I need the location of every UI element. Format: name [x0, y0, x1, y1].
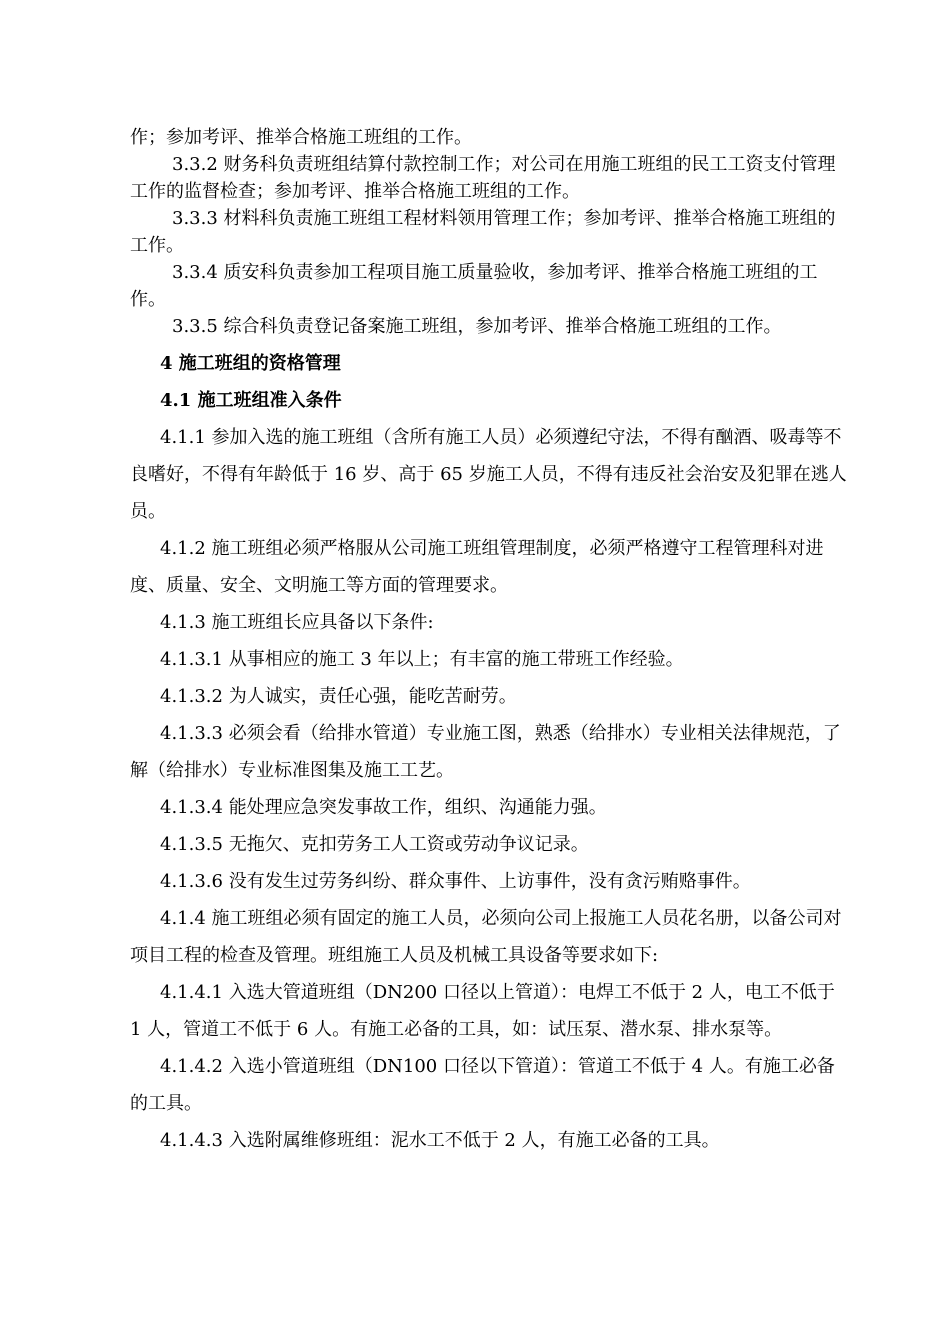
paragraph-continued: 作；参加考评、推举合格施工班组的工作。 [130, 127, 472, 148]
paragraph-4-1-1: 4.1.1 参加入选的施工班组（含所有施工人员）必须遵纪守法，不得有酗酒、吸毒等不良嗜好，不得有年龄低于 16 岁、高于 65 岁施工人员，不得有违反社会治安及犯罪在逃人员。 [130, 427, 847, 522]
paragraph-4-1-3-5: 4.1.3.5 无拖欠、克扣劳务工人工资或劳动争议记录。 [160, 834, 589, 855]
paragraph-4-1-3-6: 4.1.3.6 没有发生过劳务纠纷、群众事件、上访事件，没有贪污贿赂事件。 [160, 871, 751, 892]
paragraph-4-1-3-4: 4.1.3.4 能处理应急突发事故工作，组织、沟通能力强。 [160, 797, 607, 818]
paragraph-4-1-3-3: 4.1.3.3 必须会看（给排水管道）专业施工图，熟悉（给排水）专业相关法律规范，了解（给排水）专业标准图集及施工工艺。 [130, 723, 841, 781]
heading-section-4-1: 4.1 施工班组准入条件 [160, 390, 342, 411]
section-4 [130, 345, 850, 1159]
paragraph-4-1-2: 4.1.2 施工班组必须严格服从公司施工班组管理制度，必须严格遵守工程管理科对进度、质量、安全、文明施工等方面的管理要求。 [130, 538, 824, 596]
paragraph-3-3-2: 3.3.2 财务科负责班组结算付款控制工作；对公司在用施工班组的民工工资支付管理工作的监督检查；参加考评、推举合格施工班组的工作。 [130, 154, 836, 202]
paragraph-4-1-4: 4.1.4 施工班组必须有固定的施工人员，必须向公司上报施工人员花名册，以备公司对项目工程的检查及管理。班组施工人员及机械工具设备等要求如下: [130, 908, 842, 966]
paragraph-3-3-4: 3.3.4 质安科负责参加工程项目施工质量验收，参加考评、推举合格施工班组的工作。 [130, 262, 818, 310]
heading-section-4: 4 施工班组的资格管理 [160, 353, 341, 374]
paragraph-4-1-3: 4.1.3 施工班组长应具备以下条件: [160, 612, 434, 633]
paragraph-4-1-4-2: 4.1.4.2 入选小管道班组（DN100 口径以下管道）：管道工不低于 4 人。有施工必备的工具。 [130, 1056, 835, 1114]
paragraph-3-3-3: 3.3.3 材料科负责施工班组工程材料领用管理工作；参加考评、推举合格施工班组的工作。 [130, 208, 836, 256]
section-3-3-continuation [130, 124, 850, 340]
paragraph-3-3-5: 3.3.5 综合科负责登记备案施工班组，参加考评、推举合格施工班组的工作。 [172, 316, 782, 337]
paragraph-4-1-3-1: 4.1.3.1 从事相应的施工 3 年以上；有丰富的施工带班工作经验。 [160, 649, 684, 670]
paragraph-4-1-4-1: 4.1.4.1 入选大管道班组（DN200 口径以上管道）：电焊工不低于 2 人，电工不低于 1 人，管道工不低于 6 人。有施工必备的工具，如：试压泵、潜水泵、排水泵等。 [130, 982, 835, 1040]
paragraph-4-1-4-3: 4.1.4.3 入选附属维修班组：泥水工不低于 2 人，有施工必备的工具。 [160, 1130, 720, 1151]
paragraph-4-1-3-2: 4.1.3.2 为人诚实，责任心强，能吃苦耐劳。 [160, 686, 517, 707]
